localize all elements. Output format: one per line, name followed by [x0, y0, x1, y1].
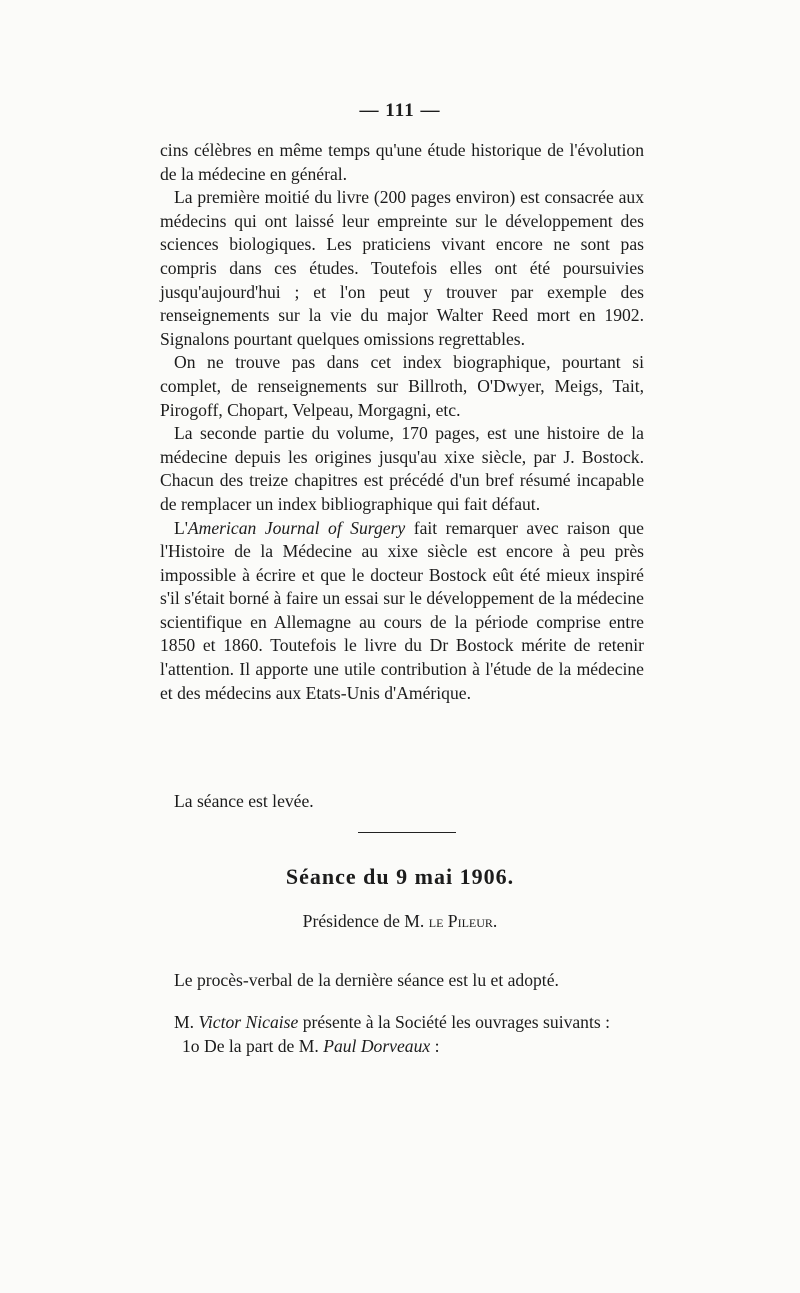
paragraph-1: cins célèbres en même temps qu'une étude historique de l'évolution de la médecine en général.: [160, 140, 644, 184]
paragraph-5-prefix: L': [174, 517, 188, 538]
paragraph-3: On ne trouve pas dans cet index biographique, pourtant si complet, de renseignements sur Billroth, O'Dwyer, Meigs, Tait, Pirogoff, Chopart, Velpeau, Morgagni, etc.: [160, 352, 644, 420]
session-title: Séance du 9 mai 1906.: [285, 864, 515, 889]
presidence-prefix: Présidence de M.: [302, 911, 429, 931]
paragraph-5: [160, 517, 644, 706]
item-1-person: Paul Dorveaux: [323, 1035, 431, 1056]
closing-line: La séance est levée.: [174, 791, 314, 811]
presidence-suffix: .: [492, 911, 498, 931]
presentation-prefix: M.: [174, 1012, 199, 1032]
minutes-block: [160, 969, 644, 993]
page-number: — 111 —: [359, 100, 441, 121]
presentation-paragraph: [160, 1011, 644, 1035]
journal-title: American Journal of Surgery: [187, 517, 406, 538]
item-1: [160, 1035, 644, 1059]
closing-block: [160, 790, 644, 814]
item-1-suffix: :: [430, 1035, 440, 1056]
item-1-prefix: 1o De la part de M.: [182, 1035, 324, 1056]
president-name: le Pileur: [428, 911, 493, 931]
presidence-line: [0, 911, 800, 932]
paragraph-4: La seconde partie du volume, 170 pages, est une histoire de la médecine depuis les origines jusqu'au xixe siècle, par J. Bostock. Chacun des treize chapitres est précédé d'un bref résumé incapable de remplacer un index bibliographique qui fait défaut.: [160, 423, 644, 514]
main-text: [160, 139, 644, 705]
presentation-text: présente à la Société les ouvrages suivants :: [298, 1012, 611, 1032]
presenter-name: Victor Nicaise: [198, 1012, 299, 1032]
paragraph-2: La première moitié du livre (200 pages environ) est consacrée aux médecins qui ont laissé leur empreinte sur le développement des sciences biologiques. Les praticiens vivant encore ne sont pas compris dans ces études. Toutefois elles ont été poursuivies jusqu'aujourd'hui ; et l'on peut y trouver par exemple des renseignements sur la vie du major Walter Reed mort en 1902. Signalons pourtant quelques omissions regrettables.: [160, 187, 644, 349]
presentation-block: [160, 1011, 644, 1058]
paragraph-5-text: fait remarquer avec raison que l'Histoire de la Médecine au xixe siècle est encore à peu près impossible à écrire et que le docteur Bostock eût été mieux inspiré s'il s'était borné à faire un essai sur le développement de la médecine scientifique en Allemagne au cours de la période comprise entre 1850 et 1860. Toutefois le livre du Dr Bostock mérite de retenir l'attention. Il apporte une utile contribution à l'étude de la médecine et des médecins aux Etats-Unis d'Amérique.: [160, 517, 644, 703]
minutes-line: Le procès-verbal de la dernière séance est lu et adopté.: [174, 970, 559, 990]
section-divider: [358, 832, 456, 833]
